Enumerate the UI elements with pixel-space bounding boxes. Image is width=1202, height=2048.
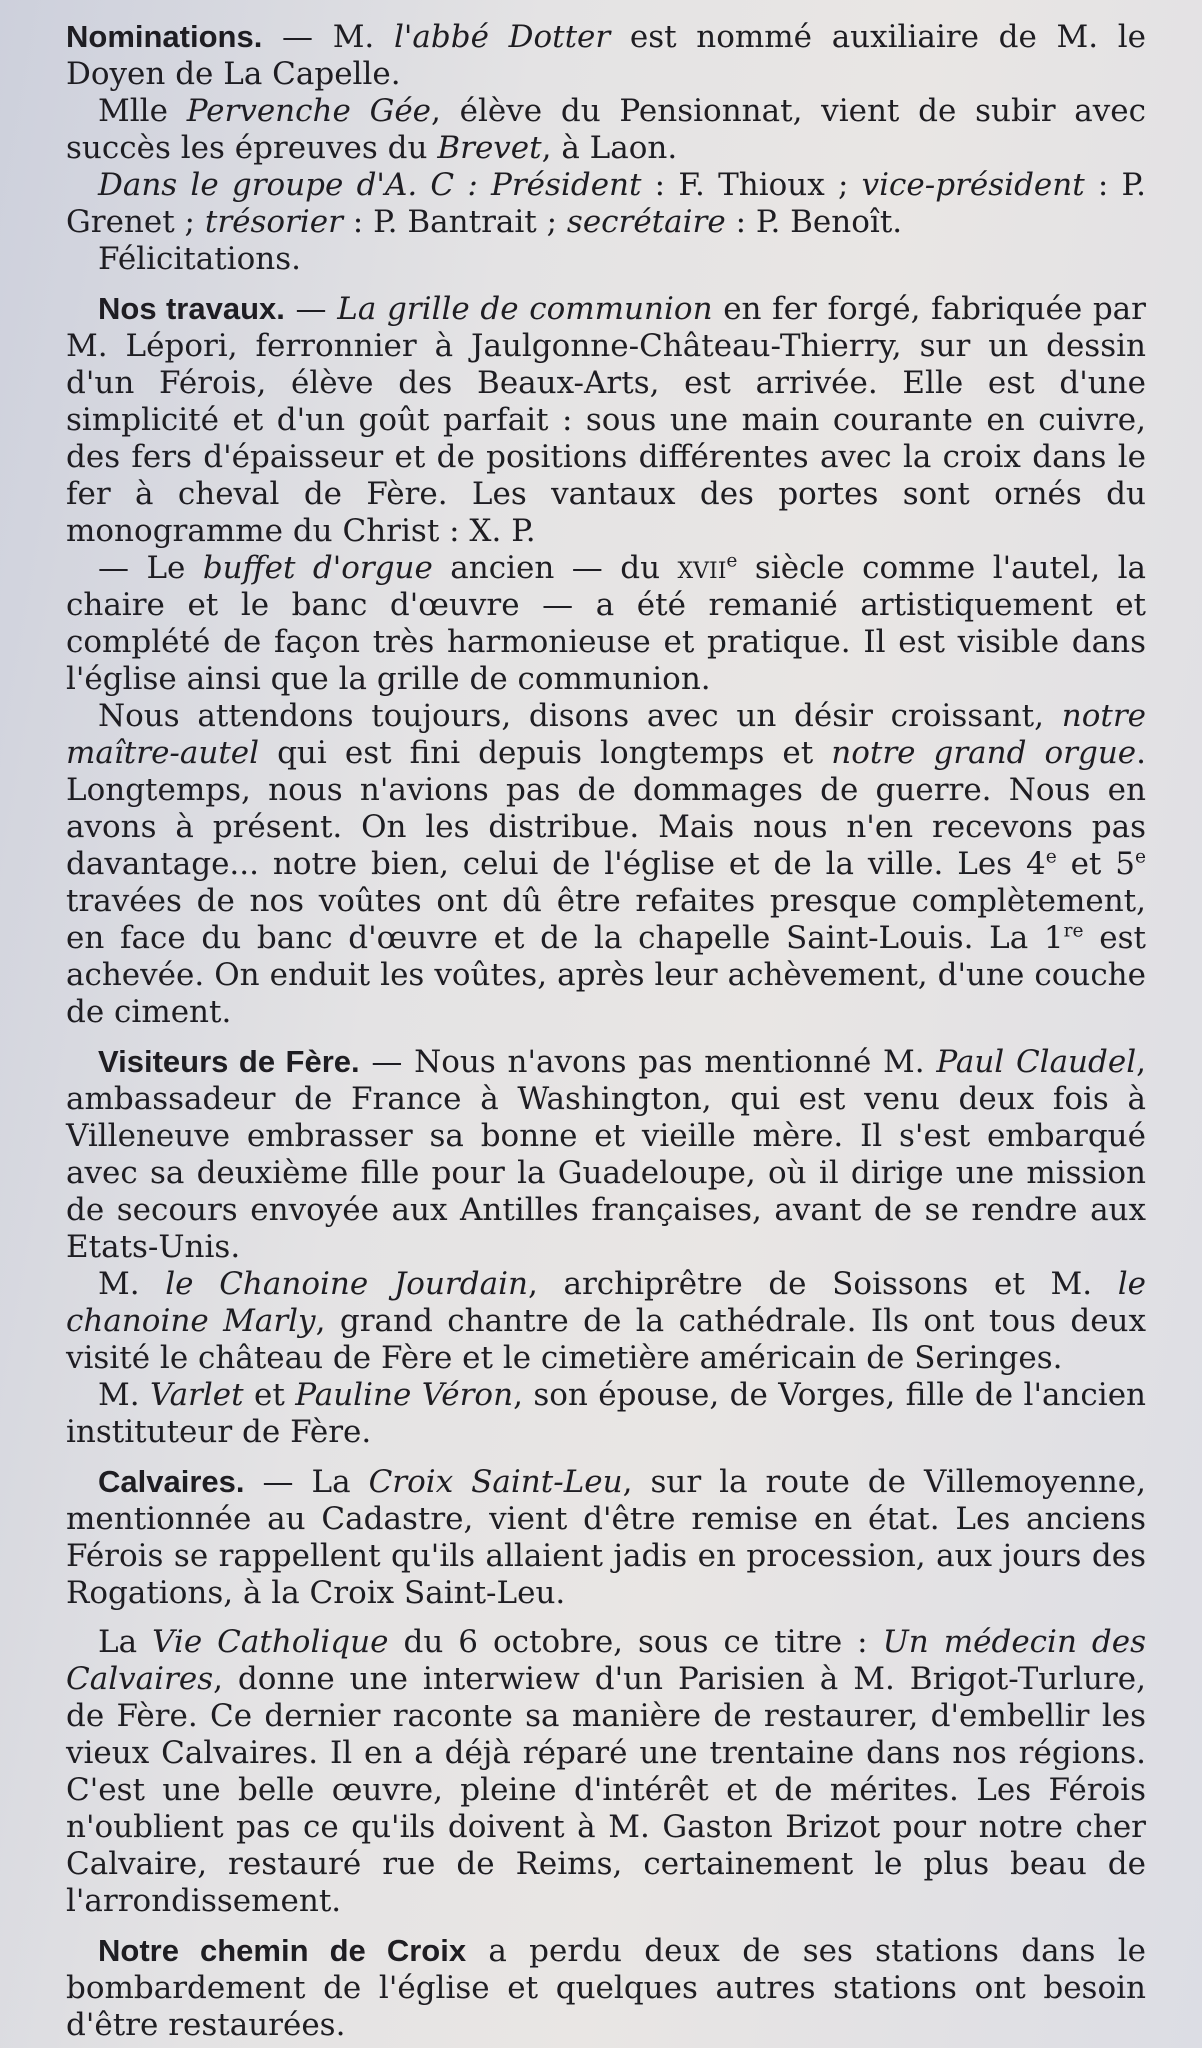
- felicitations: Félicitations.: [98, 241, 301, 277]
- visiteurs-paragraph: Visiteurs de Fère. — Nous n'avons pas mentionné M. Paul Claudel, ambassadeur de France à Washington, qui est venu deux fois à Villeneuve embrasser sa bonne et vieille mère. Il s'est embarqué avec sa deuxième fille pour la Guadeloupe, où il dirige une mission de secours envoyée aux Antilles françaises, avant de se rendre aux Etats-Unis.: [66, 1044, 1146, 1265]
- chanoines-paragraph: M. le Chanoine Jourdain, archiprêtre de Soissons et M. le chanoine Marly, grand chantre de la cathédrale. Ils ont tous deux visité le château de Fère et le cimetière américain de Seringes.: [66, 1266, 1146, 1376]
- mlle-paragraph: Mlle Pervenche Gée, élève du Pensionnat, vient de subir avec succès les épreuves du Brevet, à Laon.: [66, 93, 1146, 166]
- travaux-heading: Nos travaux.: [98, 291, 285, 326]
- chemin-heading: Notre chemin de Croix: [98, 1933, 467, 1968]
- groupe-paragraph: Dans le groupe d'A. C : Président : F. Thioux ; vice-président : P. Grenet ; trésorier : P. Bantrait ; secrétaire : P. Benoît.: [66, 167, 1146, 240]
- calvaires-heading: Calvaires.: [98, 1464, 245, 1499]
- abbe-name: l'abbé Dotter: [393, 19, 611, 55]
- vie-catholique-paragraph: La Vie Catholique du 6 octobre, sous ce titre : Un médecin des Calvaires, donne une interwiew d'un Parisien à M. Brigot-Turlure, de Fère. Ce dernier raconte sa manière de restaurer, d'embellir les vieux Calvaires. Il en a déjà réparé une trentaine dans nos régions. C'est une belle œuvre, pleine d'intérêt et de mérites. Les Férois n'oublient pas ce qu'ils doivent à M. Gaston Brizot pour notre cher Calvaire, restauré rue de Reims, certainement le plus beau de l'arrondissement.: [66, 1624, 1147, 1919]
- buffet-paragraph: — Le buffet d'orgue ancien — du xvii$^e$ siècle comme l'autel, la chaire et le banc d'œuvre — a été remanié artistiquement et complété de façon très harmonieuse et pratique. Il est visible dans l'église ainsi que la grille de communion.: [66, 550, 1147, 697]
- mlle-name: Pervenche Gée: [186, 93, 432, 129]
- varlet-paragraph: M. Varlet et Pauline Véron, son épouse, de Vorges, fille de l'ancien instituteur de Fère.: [66, 1377, 1147, 1450]
- document-page: [66, 18, 1146, 2044]
- nominations-heading: Nominations.: [66, 19, 263, 54]
- attente-paragraph: Nous attendons toujours, disons avec un désir croissant, notre maître-autel qui est fini depuis longtemps et notre grand orgue. Longtemps, nous n'avions pas de dommages de guerre. Nous en avons à présent. On les distribue. Mais nous n'en recevons pas davantage... notre bien, celui de l'église et de la ville. Les 4e et 5e travées de nos voûtes ont dû être refaites presque complètement, en face du banc d'œuvre et de la chapelle Saint-Louis. La 1re est achevée. On enduit les voûtes, après leur achèvement, d'une couche de ciment.: [66, 698, 1147, 1030]
- nominations-paragraph: Nominations. — M. l'abbé Dotter est nommé auxiliaire de M. le Doyen de La Capelle.: [66, 19, 1146, 92]
- travaux-paragraph: Nos travaux. — La grille de communion en fer forgé, fabriquée par M. Lépori, ferronnier à Jaulgonne-Château-Thierry, sur un dessin d'un Férois, élève des Beaux-Arts, est arrivée. Elle est d'une simplicité et d'un goût parfait : sous une main courante en cuivre, des fers d'épaisseur et de positions différentes avec la croix dans le fer à cheval de Fère. Les vantaux des portes sont ornés du monogramme du Christ : X. P.: [66, 291, 1146, 549]
- calvaires-paragraph: Calvaires. — La Croix Saint-Leu, sur la route de Villemoyenne, mentionnée au Cadastre, vient d'être remise en état. Les anciens Férois se rappellent qu'ils allaient jadis en procession, aux jours des Rogations, à la Croix Saint-Leu.: [66, 1464, 1146, 1611]
- brevet: Brevet: [437, 130, 542, 166]
- chemin-paragraph: Notre chemin de Croix a perdu deux de ses stations dans le bombardement de l'église et quelques autres stations ont besoin d'être restaurées.: [66, 1933, 1146, 2043]
- visiteurs-heading: Visiteurs de Fère.: [98, 1044, 360, 1079]
